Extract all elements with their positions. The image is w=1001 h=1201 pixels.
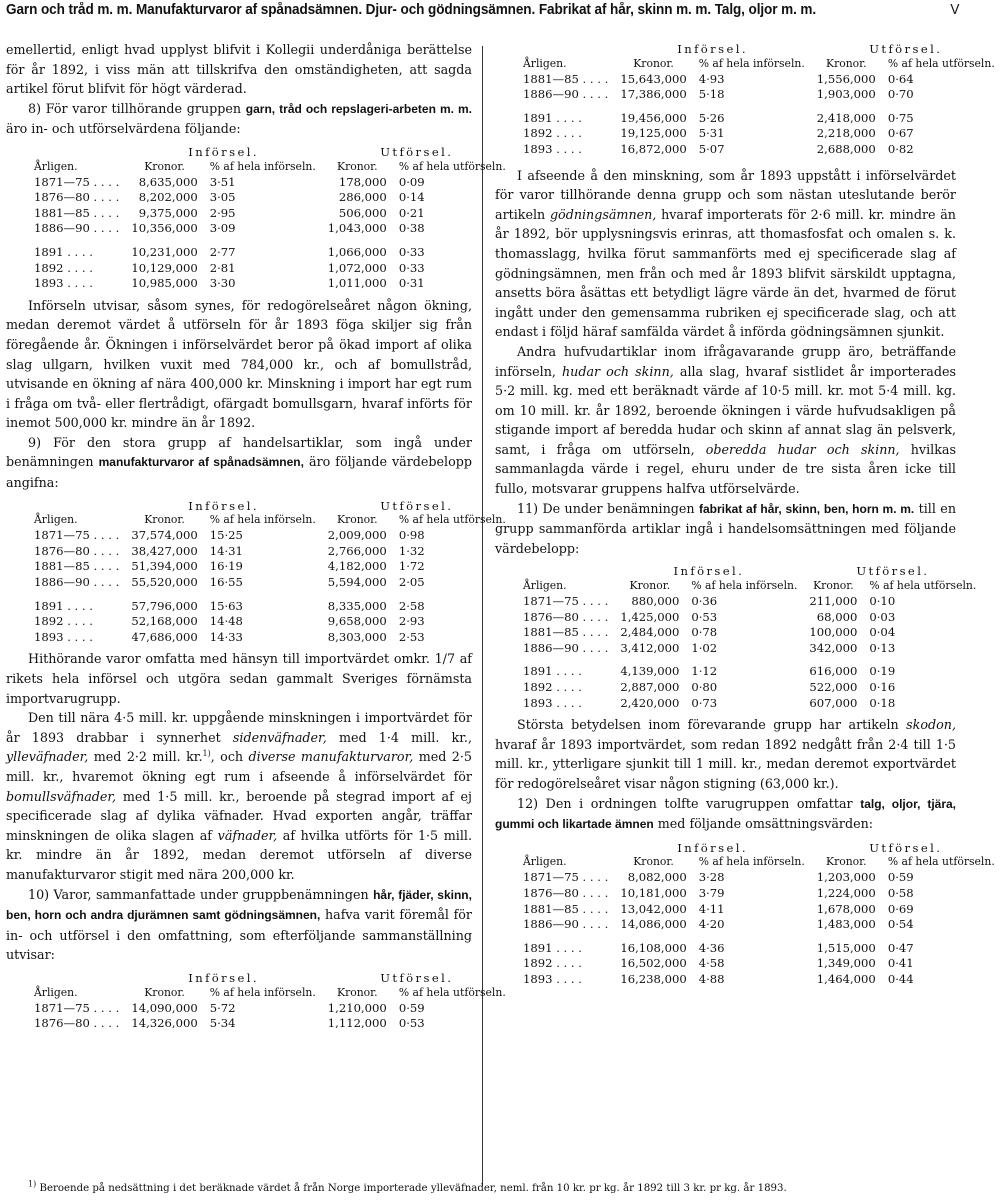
cell-import-kronor: 2,420,000 <box>620 695 680 710</box>
cell-import-kronor: 51,394,000 <box>131 559 198 574</box>
cell-import-pct: 3·51 <box>209 174 236 189</box>
cell-export-kronor: 616,000 <box>809 664 858 679</box>
cell-import-kronor: 15,643,000 <box>620 71 687 86</box>
table-row <box>523 126 1001 142</box>
cell-period: 1892 . . . . <box>523 680 582 694</box>
cell-export-pct: 0·64 <box>887 71 914 86</box>
cell-import-pct: 2·77 <box>209 244 236 259</box>
table-column-header <box>523 580 982 594</box>
cell-export-kronor: 2,009,000 <box>327 528 387 543</box>
cell-import-kronor: 16,872,000 <box>620 141 687 156</box>
cell-period: 1876—80 . . . . <box>523 609 609 624</box>
cell-export-pct: 0·21 <box>398 205 425 220</box>
cell-period: 1876—80 . . . . <box>34 543 120 558</box>
cell-export-pct: 2·93 <box>398 614 425 629</box>
cell-import-pct: 0·80 <box>691 680 718 694</box>
cell-export-kronor: 342,000 <box>809 640 858 655</box>
cell-import-pct: 3·30 <box>209 276 236 291</box>
cell-export-pct: 0·69 <box>887 901 914 916</box>
cell-export-pct: 0·54 <box>887 917 914 932</box>
cell-period: 1893 . . . . <box>523 971 582 986</box>
table-row <box>34 175 512 191</box>
header-kronor: Kronor. <box>337 513 378 527</box>
cell-export-kronor: 9,658,000 <box>327 614 387 629</box>
cell-import-pct: 0·73 <box>691 695 718 710</box>
cell-import-pct: 0·78 <box>691 625 718 640</box>
table-row <box>523 625 982 641</box>
cell-export-pct: 0·53 <box>398 1016 425 1031</box>
cell-export-kronor: 1,483,000 <box>816 917 876 932</box>
cell-export-pct: 0·33 <box>398 244 425 259</box>
cell-import-kronor: 17,386,000 <box>620 87 687 102</box>
table-row <box>523 917 1001 933</box>
cell-import-kronor: 8,202,000 <box>138 190 198 205</box>
cell-import-kronor: 880,000 <box>631 594 680 609</box>
cell-period: 1891 . . . . <box>523 940 582 955</box>
table-row <box>34 1001 512 1017</box>
header-utforsel: Utförsel. <box>380 144 454 159</box>
cell-period: 1881—85 . . . . <box>523 625 609 640</box>
table-row <box>34 614 512 630</box>
cell-export-kronor: 1,066,000 <box>327 244 387 259</box>
table-column-header <box>523 58 1001 72</box>
header-utforsel: Utförsel. <box>380 498 454 513</box>
paragraph-11: 11) De under benämningen fabrikat af hår, skinn, ben, horn m. m. till en grupp sammanförda artiklar ingå i handelsomsättningen med följande värdebelopp: <box>495 500 956 556</box>
cell-import-kronor: 16,108,000 <box>620 940 687 955</box>
header-kronor: Kronor. <box>337 985 378 999</box>
cell-import-kronor: 47,686,000 <box>131 629 198 644</box>
cell-import-kronor: 1,425,000 <box>620 609 680 624</box>
cell-period: 1881—85 . . . . <box>523 71 609 86</box>
header-kronor: Kronor. <box>144 985 185 999</box>
table-row <box>523 641 982 657</box>
cell-import-kronor: 10,181,000 <box>620 885 687 900</box>
cell-import-pct: 15·25 <box>209 528 243 543</box>
cell-import-kronor: 9,375,000 <box>138 205 198 220</box>
table-row <box>523 87 1001 103</box>
header-kronor: Kronor. <box>633 855 674 869</box>
footnote-text: Beroende på nedsättning i det beräknade värdet å från Norge importerade ylleväfnader, neml. från 10 kr. pr kg. år 1892 till 3 kr. pr kg. år 1893. <box>39 1183 787 1194</box>
cell-import-pct: 0·36 <box>691 594 718 609</box>
cell-export-pct: 0·82 <box>887 141 914 156</box>
cell-import-pct: 4·93 <box>698 71 725 86</box>
cell-period: 1871—75 . . . . <box>523 594 609 609</box>
table-row <box>34 190 512 206</box>
left-column <box>6 40 506 1036</box>
cell-export-kronor: 4,182,000 <box>327 559 387 574</box>
cell-export-pct: 0·14 <box>398 190 425 205</box>
table-group-header <box>523 839 1001 857</box>
header-utforsel: Utförsel. <box>869 840 943 855</box>
table-row <box>34 599 512 615</box>
paragraph: emellertid, enligt hvad upplyst blifvit i Kollegii underdåniga berättelse för år 1892, i viss män att tillskrifva den omständigheten, att sagda artikel förut blifvit för högt värderad. <box>6 42 472 97</box>
cell-export-pct: 0·70 <box>887 87 914 102</box>
cell-export-kronor: 2,766,000 <box>327 543 387 558</box>
cell-import-pct: 3·05 <box>209 190 236 205</box>
table-row <box>523 886 1001 902</box>
cell-export-kronor: 68,000 <box>816 609 858 624</box>
cell-import-pct: 16·55 <box>209 575 243 590</box>
footnote-mark: 1) <box>28 1179 37 1189</box>
cell-export-kronor: 100,000 <box>809 625 858 640</box>
cell-export-kronor: 1,224,000 <box>816 885 876 900</box>
paragraph: Hithörande varor omfatta med hänsyn till importvärdet omkr. 1/7 af rikets hela införsel och utgöra sedan gammalt Sveriges förnämsta importvarugrupp. <box>6 651 472 706</box>
cell-import-kronor: 16,238,000 <box>620 971 687 986</box>
header-arligen: Årligen. <box>34 985 78 999</box>
table-group-header <box>34 143 512 161</box>
cell-export-pct: 2·05 <box>398 575 425 590</box>
cell-export-pct: 0·31 <box>398 276 425 291</box>
cell-import-pct: 16·19 <box>209 559 243 574</box>
cell-export-kronor: 1,043,000 <box>327 221 387 236</box>
table-fabrikat <box>523 562 982 711</box>
header-pct-utforseln: % af hela utförseln. <box>887 855 995 869</box>
table-row <box>34 261 512 277</box>
cell-import-kronor: 38,427,000 <box>131 543 198 558</box>
cell-export-pct: 0·98 <box>398 528 425 543</box>
cell-import-pct: 2·81 <box>209 260 236 275</box>
cell-export-kronor: 178,000 <box>338 174 387 189</box>
header-pct-utforseln: % af hela utförseln. <box>398 985 506 999</box>
table-row <box>34 630 512 646</box>
table-row <box>34 544 512 560</box>
table-group-header <box>34 497 512 515</box>
cell-import-kronor: 16,502,000 <box>620 956 687 971</box>
table-row <box>523 941 1001 957</box>
cell-import-pct: 5·26 <box>698 110 725 125</box>
cell-export-pct: 0·04 <box>869 625 896 640</box>
cell-export-kronor: 1,112,000 <box>327 1016 387 1031</box>
cell-export-kronor: 1,678,000 <box>816 901 876 916</box>
table-group-header <box>34 969 512 987</box>
cell-period: 1892 . . . . <box>523 956 582 971</box>
cell-period: 1886—90 . . . . <box>523 917 609 932</box>
cell-period: 1891 . . . . <box>523 110 582 125</box>
table-row <box>523 111 1001 127</box>
header-inforsel: Införsel. <box>677 42 748 56</box>
cell-export-pct: 0·10 <box>869 594 896 609</box>
cell-import-pct: 14·31 <box>209 543 243 558</box>
paragraph: Andra hufvudartiklar inom ifrågavarande grupp äro, beträffande införseln, hudar och skinn, alla slag, hvaraf sistlidet år importerades 5·2 mill. kg. med ett beräknadt värde af 10·5 mill. kr. mot 5·4 mill. kg. om 10 mill. kr. år 1892, beroende ökningen i värde hufvudsakligen på stigande import af beredda hudar och skinn af annat slag än pelsverk, samt, i fråga om utförseln, oberedda hudar och skinn, hvilkas sammanlagda värde i regel, ehuru under de tre sista åren icke till fullo, motsvarar gruppens halfva utförselvärde. <box>495 343 956 497</box>
paragraph-10: 10) Varor, sammanfattade under gruppbenämningen hår, fjäder, skinn, ben, horn och andra djurämnen samt gödningsämnen, hafva varit föremål för in- och utförsel i den omfattning, som efterföljande sammanställning utvisar: <box>6 886 472 963</box>
header-kronor: Kronor. <box>633 56 674 70</box>
cell-import-kronor: 2,484,000 <box>620 625 680 640</box>
table-djuramnen-part2 <box>523 40 1001 158</box>
running-header <box>6 2 960 24</box>
header-pct-inforseln: % af hela införseln. <box>209 513 316 527</box>
cell-export-pct: 2·58 <box>398 598 425 613</box>
paragraph-8: 8) För varor tillhörande gruppen garn, tråd och repslageri-arbeten m. m. äro in- och utförselvärdena följande: <box>6 100 472 137</box>
paragraph: I afseende å den minskning, som år 1893 uppstått i införselvärdet för varor tillhörande denna grupp och som nästan uteslutande berör artikeln gödningsämnen, hvaraf importerats för 2·6 mill. kr. mindre än år 1892, bör upplysningsvis erinras, att thomasfosfat och omalen s. k. thomasslagg, hvilka förut sammanförts med ej specificerade slag af gödningsämnen, men från och med år 1893 blifvit särskildt upptagna, ansetts böra åsättas ett betydligt lägre värde än det, hvarmed de förut ingått under den gemensamma rubriken ej specificerade slag, och att endast i följd häraf samfälda värdet å införda gödningsämnen sjunkit. <box>495 167 956 340</box>
table-column-header <box>34 514 512 528</box>
cell-import-pct: 2·95 <box>209 205 236 220</box>
cell-export-kronor: 1,072,000 <box>327 260 387 275</box>
cell-import-kronor: 14,086,000 <box>620 917 687 932</box>
header-inforsel: Införsel. <box>188 498 259 513</box>
cell-export-kronor: 1,203,000 <box>816 870 876 885</box>
header-pct-utforseln: % af hela utförseln. <box>398 159 506 173</box>
table-row <box>523 664 982 680</box>
table-row <box>34 206 512 222</box>
cell-period: 1871—75 . . . . <box>34 1000 120 1015</box>
cell-period: 1892 . . . . <box>34 260 93 275</box>
cell-import-kronor: 10,985,000 <box>131 276 198 291</box>
paragraph: Största betydelsen inom förevarande grupp har artikeln skodon, hvaraf år 1893 importvärdet, som redan 1892 nedgått från 2·4 till 1·5 mill. kr., ytterligare sjunkit till 1 mill. kr., medan deremot exportvärdet för redogörelseåret visar någon stigning (63,000 kr.). <box>495 717 956 791</box>
cell-import-kronor: 52,168,000 <box>131 614 198 629</box>
table-group-header <box>523 40 1001 58</box>
table-row <box>523 696 982 712</box>
cell-period: 1876—80 . . . . <box>34 1016 120 1031</box>
table-djuramnen-part1 <box>34 969 512 1032</box>
cell-export-kronor: 2,418,000 <box>816 110 876 125</box>
cell-export-pct: 0·03 <box>869 609 896 624</box>
cell-import-kronor: 14,326,000 <box>131 1016 198 1031</box>
header-kronor: Kronor. <box>826 56 867 70</box>
cell-import-pct: 5·31 <box>698 126 725 141</box>
cell-import-kronor: 3,412,000 <box>620 640 680 655</box>
header-kronor: Kronor. <box>144 513 185 527</box>
cell-import-pct: 5·18 <box>698 87 725 102</box>
cell-export-kronor: 8,335,000 <box>327 598 387 613</box>
header-inforsel: Införsel. <box>673 564 745 579</box>
table-row <box>523 870 1001 886</box>
table-row <box>523 594 982 610</box>
paragraph: Den till nära 4·5 mill. kr. uppgående minskningen i importvärdet för år 1893 drabbar i synnerhet sidenväfnader, med 1·4 mill. kr., ylleväfnader, med 2·2 mill. kr.$^{1)}$, och diverse manufakturvaror, med 2·5 mill. kr., hvaremot ökning egt rum i afseende å införselvärdet för bomullsväfnader, med 1·5 mill. kr., beroende på stegrad import af ej specificerade slag af dylika väfnader. Hvad exporten angår, träffar minskningen de olika slagen af väfnader, af hvilka utförts för 1·5 mill. kr. mindre än år 1892, medan deremot utförseln af diverse manufakturvaror stigit med nära 200,000 kr. <box>6 710 472 882</box>
header-arligen: Årligen. <box>523 579 567 593</box>
cell-import-pct: 14·33 <box>209 629 243 644</box>
cell-period: 1881—85 . . . . <box>523 901 609 916</box>
cell-import-kronor: 37,574,000 <box>131 528 198 543</box>
cell-import-pct: 4·11 <box>698 901 725 916</box>
cell-import-pct: 1·12 <box>691 664 718 679</box>
cell-export-pct: 0·16 <box>869 680 896 694</box>
cell-export-kronor: 1,349,000 <box>816 956 876 971</box>
cell-export-pct: 0·58 <box>887 885 914 900</box>
header-utforsel: Utförsel. <box>856 564 930 579</box>
header-kronor: Kronor. <box>813 579 854 593</box>
cell-import-kronor: 19,456,000 <box>620 110 687 125</box>
table-column-header <box>34 161 512 175</box>
cell-export-pct: 0·13 <box>869 640 896 655</box>
header-kronor: Kronor. <box>826 855 867 869</box>
cell-export-pct: 0·18 <box>869 695 896 710</box>
table-row <box>34 276 512 292</box>
cell-import-pct: 5·34 <box>209 1016 236 1031</box>
cell-import-pct: 3·09 <box>209 221 236 236</box>
cell-export-kronor: 2,218,000 <box>816 126 876 141</box>
header-pct-utforseln: % af hela utförseln. <box>887 56 995 70</box>
header-kronor: Kronor. <box>337 159 378 173</box>
table-group-header <box>523 562 982 580</box>
table-row <box>523 610 982 626</box>
cell-import-kronor: 57,796,000 <box>131 598 198 613</box>
cell-period: 1881—85 . . . . <box>34 205 120 220</box>
cell-period: 1893 . . . . <box>34 276 93 291</box>
cell-export-kronor: 1,515,000 <box>816 940 876 955</box>
cell-import-pct: 4·58 <box>698 956 725 971</box>
table-row <box>523 902 1001 918</box>
cell-export-pct: 1·32 <box>398 543 425 558</box>
cell-export-kronor: 211,000 <box>809 594 858 609</box>
cell-export-pct: 0·38 <box>398 221 425 236</box>
table-row <box>523 142 1001 158</box>
cell-period: 1892 . . . . <box>523 126 582 141</box>
header-inforsel: Införsel. <box>188 144 259 159</box>
header-inforsel: Införsel. <box>188 970 259 985</box>
cell-import-pct: 4·36 <box>698 940 725 955</box>
cell-export-pct: 0·59 <box>398 1000 425 1015</box>
cell-period: 1891 . . . . <box>34 244 93 259</box>
header-arligen: Årligen. <box>523 56 567 70</box>
cell-period: 1891 . . . . <box>523 664 582 679</box>
header-utforsel: Utförsel. <box>869 42 943 56</box>
footnote <box>28 1179 787 1194</box>
cell-import-kronor: 19,125,000 <box>620 126 687 141</box>
table-row <box>34 559 512 575</box>
cell-export-kronor: 286,000 <box>338 190 387 205</box>
cell-import-pct: 5·72 <box>209 1000 236 1015</box>
cell-import-pct: 14·48 <box>209 614 243 629</box>
cell-import-kronor: 55,520,000 <box>131 575 198 590</box>
cell-import-kronor: 10,129,000 <box>131 260 198 275</box>
header-arligen: Årligen. <box>34 159 78 173</box>
cell-export-pct: 0·75 <box>887 110 914 125</box>
table-row <box>34 221 512 237</box>
cell-export-kronor: 2,688,000 <box>816 141 876 156</box>
paragraph-9: 9) För den stora grupp af handelsartiklar, som ingå under benämningen manufakturvaror af spånadsämnen, äro följande värdebelopp angifna: <box>6 434 472 491</box>
cell-period: 1893 . . . . <box>523 141 582 156</box>
cell-period: 1886—90 . . . . <box>34 575 120 590</box>
cell-export-kronor: 5,594,000 <box>327 575 387 590</box>
cell-period: 1871—75 . . . . <box>34 174 120 189</box>
cell-period: 1886—90 . . . . <box>34 221 120 236</box>
cell-period: 1886—90 . . . . <box>523 640 609 655</box>
cell-period: 1886—90 . . . . <box>523 87 609 102</box>
header-pct-utforseln: % af hela utförseln. <box>869 579 977 593</box>
right-column <box>495 40 995 992</box>
table-row <box>523 972 1001 988</box>
cell-period: 1871—75 . . . . <box>523 870 609 885</box>
cell-export-pct: 0·67 <box>887 126 914 141</box>
cell-export-kronor: 1,903,000 <box>816 87 876 102</box>
cell-export-pct: 0·47 <box>887 940 914 955</box>
header-utforsel: Utförsel. <box>380 970 454 985</box>
table-row <box>34 245 512 261</box>
cell-export-kronor: 1,464,000 <box>816 971 876 986</box>
table-row <box>523 956 1001 972</box>
cell-export-kronor: 506,000 <box>338 205 387 220</box>
cell-import-pct: 0·53 <box>691 609 718 624</box>
paragraph-12: 12) Den i ordningen tolfte varugruppen omfattar talg, oljor, tjära, gummi och likartade ämnen med följande omsättningsvärden: <box>495 795 956 832</box>
table-column-header <box>34 987 512 1001</box>
cell-import-pct: 3·79 <box>698 885 725 900</box>
cell-import-pct: 4·20 <box>698 917 725 932</box>
cell-export-pct: 0·44 <box>887 971 914 986</box>
cell-export-kronor: 522,000 <box>809 680 858 694</box>
page-number: V <box>950 2 960 18</box>
cell-export-kronor: 1,556,000 <box>816 71 876 86</box>
cell-period: 1876—80 . . . . <box>34 190 120 205</box>
cell-export-pct: 0·59 <box>887 870 914 885</box>
cell-import-pct: 3·28 <box>698 870 725 885</box>
cell-period: 1891 . . . . <box>34 598 93 613</box>
cell-import-pct: 4·88 <box>698 971 725 986</box>
header-inforsel: Införsel. <box>677 840 748 855</box>
footnote-ref: 1) <box>202 749 211 759</box>
cell-export-pct: 0·09 <box>398 174 425 189</box>
table-row <box>523 72 1001 88</box>
table-manufakturvaror <box>34 497 512 646</box>
header-pct-utforseln: % af hela utförseln. <box>398 513 506 527</box>
cell-period: 1876—80 . . . . <box>523 885 609 900</box>
cell-export-kronor: 1,210,000 <box>327 1000 387 1015</box>
cell-import-kronor: 2,887,000 <box>620 680 680 694</box>
header-pct-inforseln: % af hela införseln. <box>209 985 316 999</box>
cell-export-pct: 0·19 <box>869 664 896 679</box>
cell-export-pct: 1·72 <box>398 559 425 574</box>
cell-import-kronor: 10,356,000 <box>131 221 198 236</box>
cell-export-pct: 0·33 <box>398 260 425 275</box>
cell-import-kronor: 8,082,000 <box>627 870 687 885</box>
header-arligen: Årligen. <box>34 513 78 527</box>
header-kronor: Kronor. <box>629 579 671 593</box>
cell-period: 1893 . . . . <box>523 695 582 710</box>
header-title: Garn och tråd m. m. Manufakturvaror af spånadsämnen. Djur- och gödningsämnen. Fabrikat af hår, skinn m. m. Talg, oljor m. m. <box>6 2 817 18</box>
cell-import-pct: 1·02 <box>691 640 718 655</box>
paragraph: Införseln utvisar, såsom synes, för redogörelseåret någon ökning, medan deremot värdet å utförseln för år 1893 föga skiljer sig från föregående år. Ökningen i införselvärdet beror på ökad import af olika slag ullgarn, hvilken vuxit med 784,000 kr., och af bomullstråd, utvisande en ökning af nära 400,000 kr. Minskning i import har egt rum i fråga om två- eller flertrådigt, ofärgadt bomullsgarn, hvaraf införts för inemot 500,000 kr. mindre än år 1892. <box>6 297 472 431</box>
table-talg-oljor <box>523 839 1001 988</box>
table-row <box>34 575 512 591</box>
cell-import-kronor: 10,231,000 <box>131 244 198 259</box>
cell-period: 1892 . . . . <box>34 614 93 629</box>
header-pct-inforseln: % af hela införseln. <box>698 56 805 70</box>
header-pct-inforseln: % af hela införseln. <box>209 159 316 173</box>
cell-period: 1893 . . . . <box>34 629 93 644</box>
table-row <box>34 1016 512 1032</box>
header-arligen: Årligen. <box>523 855 567 869</box>
cell-import-pct: 15·63 <box>209 598 243 613</box>
table-row <box>523 680 982 696</box>
cell-export-pct: 0·41 <box>887 956 914 971</box>
cell-export-kronor: 8,303,000 <box>327 629 387 644</box>
header-pct-inforseln: % af hela införseln. <box>691 579 798 593</box>
cell-export-kronor: 1,011,000 <box>327 276 387 291</box>
cell-import-kronor: 8,635,000 <box>138 174 198 189</box>
table-row <box>34 528 512 544</box>
header-pct-inforseln: % af hela införseln. <box>698 855 805 869</box>
cell-import-pct: 5·07 <box>698 141 725 156</box>
cell-period: 1881—85 . . . . <box>34 559 120 574</box>
cell-import-kronor: 14,090,000 <box>131 1000 198 1015</box>
cell-import-kronor: 4,139,000 <box>620 664 680 679</box>
table-garn <box>34 143 512 292</box>
cell-period: 1871—75 . . . . <box>34 528 120 543</box>
table-column-header <box>523 856 1001 870</box>
header-kronor: Kronor. <box>144 159 185 173</box>
cell-import-kronor: 13,042,000 <box>620 901 687 916</box>
cell-export-pct: 2·53 <box>398 629 425 644</box>
cell-export-kronor: 607,000 <box>809 695 858 710</box>
